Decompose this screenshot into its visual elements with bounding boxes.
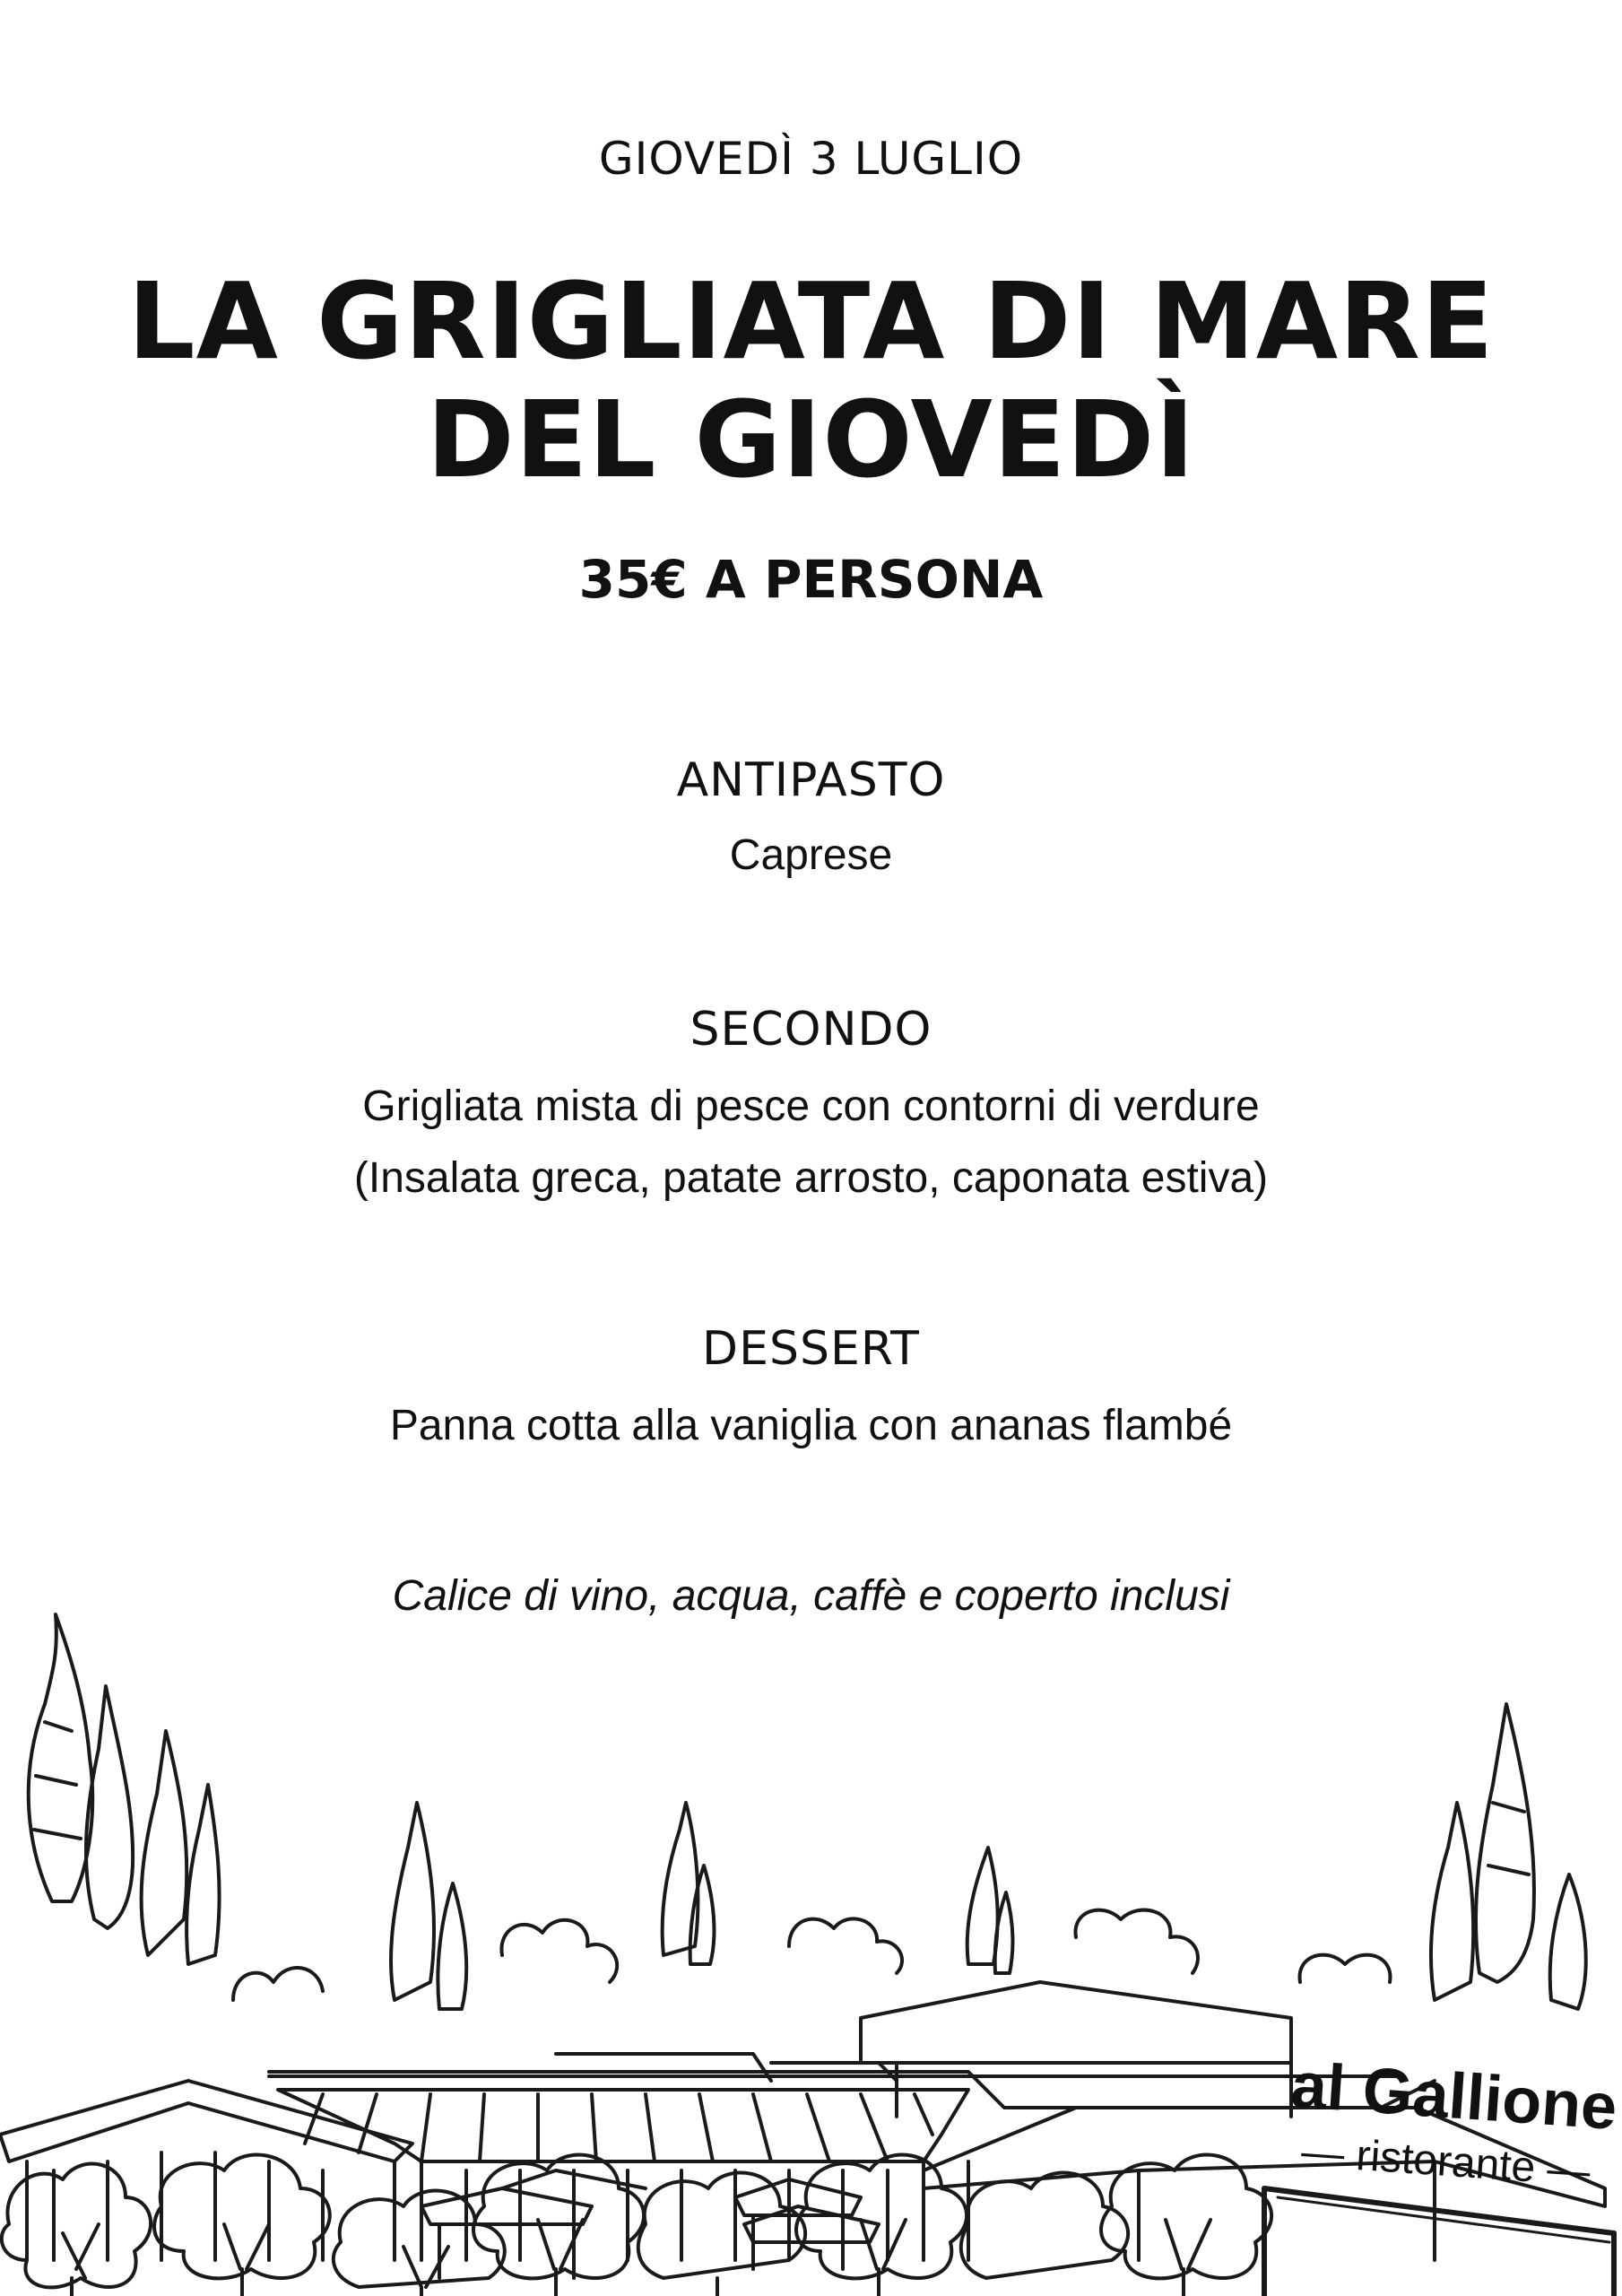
page-title (0, 259, 1622, 501)
dish-line: Panna cotta alla vaniglia con ananas flambé (389, 1402, 1233, 1449)
dish-dessert (0, 1390, 1622, 1462)
title-line-2: DEL GIOVEDÌ (426, 378, 1196, 501)
sign-subtitle: — ristorante — (1299, 2127, 1592, 2196)
sign-name: al Gallione (1288, 2048, 1620, 2144)
restaurant-sign (1264, 2049, 1619, 2296)
dish-line: Grigliata mista di pesce con contorni di verdure (362, 1083, 1260, 1130)
restaurant-building-illustration (0, 1578, 1622, 2296)
foreground-trees-icon (2, 2155, 1271, 2296)
dish-secondo (0, 1071, 1622, 1214)
dish-line: Caprese (729, 831, 893, 879)
price-label: 35€ A PERSONA (578, 549, 1044, 610)
cypress-trees-left-icon (29, 1614, 220, 1964)
section-heading-dessert: DESSERT (702, 1322, 920, 1376)
section-heading-antipasto: ANTIPASTO (676, 753, 946, 807)
title-line-1: LA GRIGLIATA DI MARE (127, 259, 1495, 383)
background-bushes-icon (233, 1803, 1390, 2009)
section-heading-secondo: SECONDO (690, 1003, 932, 1057)
event-date: GIOVEDÌ 3 LUGLIO (598, 133, 1024, 185)
dish-antipasto (0, 820, 1622, 891)
dish-line: (Insalata greca, patate arrosto, caponata estiva) (353, 1154, 1269, 1202)
cypress-trees-right-icon (1431, 1704, 1586, 2009)
included-note: Calice di vino, acqua, caffè e coperto inclusi (392, 1572, 1230, 1620)
restaurant-building-icon (0, 1982, 1605, 2278)
